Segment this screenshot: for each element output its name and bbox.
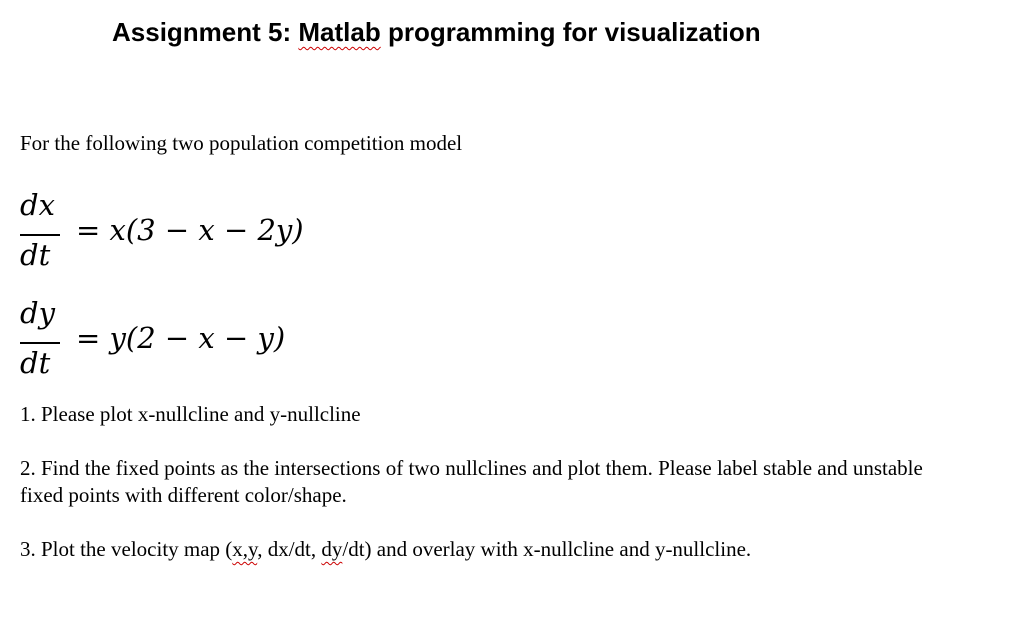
task-3-prefix: 3. Plot the velocity map ( xyxy=(20,537,233,561)
fraction-bar xyxy=(20,234,60,236)
task-3-suffix: /dt) and overlay with x-nullcline and y-nullcline. xyxy=(342,537,752,561)
task-2: 2. Find the fixed points as the intersections of two nullclines and plot them. Please label stable and unstable fixed points with different color/shape. xyxy=(20,456,923,507)
task-3 xyxy=(20,536,751,563)
task-3-spellcheck-xy[interactable]: x,y xyxy=(232,537,258,561)
title-prefix: Assignment 5: xyxy=(112,17,299,47)
equation-rhs-y: = y(2 − x − y) xyxy=(76,321,286,355)
numerator-dx: dx xyxy=(20,188,55,222)
task-3-spellcheck-dy[interactable]: dy xyxy=(321,537,343,561)
title-suffix: programming for visualization xyxy=(380,17,761,47)
title-spellcheck-word[interactable]: Matlab xyxy=(298,17,381,47)
intro-text: For the following two population competition model xyxy=(20,131,463,155)
denominator-dt: dt xyxy=(20,238,51,272)
task-1: 1. Please plot x-nullcline and y-nullcline xyxy=(20,402,361,426)
assignment-title xyxy=(112,17,761,48)
fraction-bar xyxy=(20,342,60,344)
equation-rhs-x: = x(3 − x − 2y) xyxy=(76,213,304,247)
numerator-dy: dy xyxy=(20,296,55,330)
task-3-mid: , dx/dt, xyxy=(257,537,322,561)
denominator-dt: dt xyxy=(20,346,51,380)
